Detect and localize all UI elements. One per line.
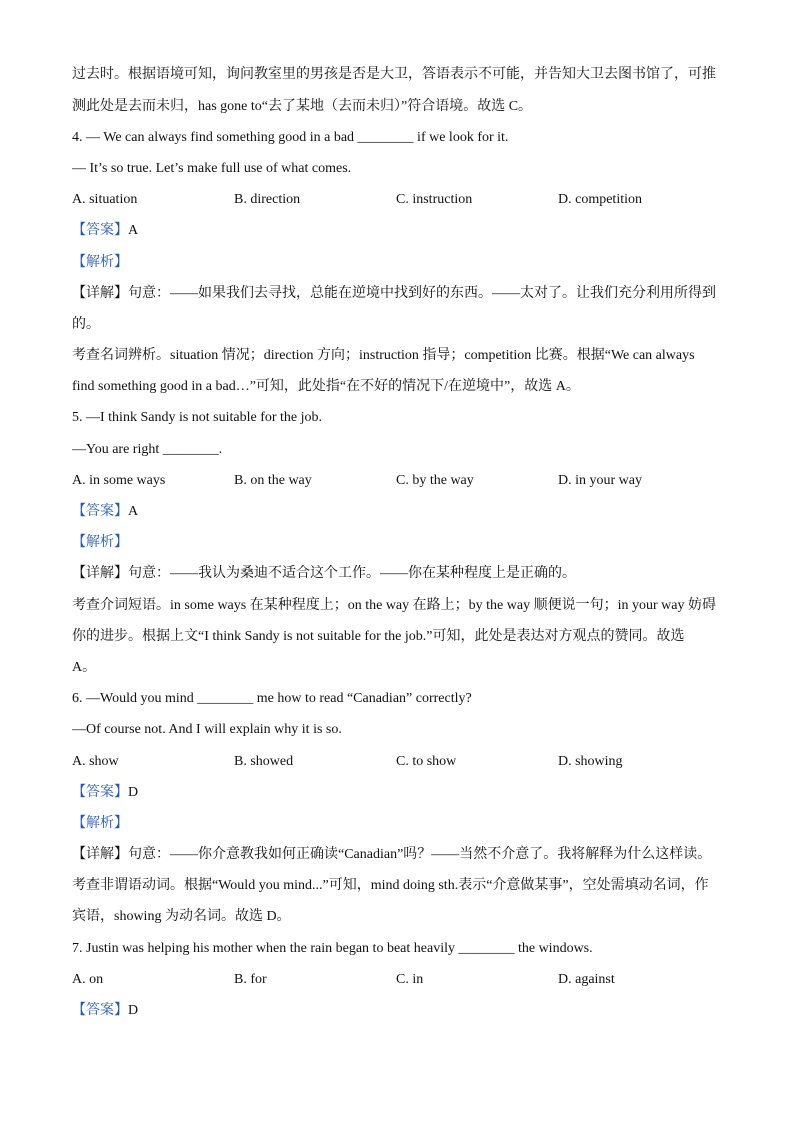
question-stem: —You are right ________. xyxy=(72,441,223,457)
question-stem: 5. —I think Sandy is not suitable for the job. xyxy=(72,410,323,426)
answer-line xyxy=(72,215,722,246)
option-c: C. instruction xyxy=(396,192,473,208)
option-c: C. in xyxy=(396,971,424,987)
answer-value: A xyxy=(128,223,139,239)
options-row xyxy=(72,465,722,496)
detail-line: 你的进步。根据上文“I think Sandy is not suitable for the job.”可知，此处是表达对方观点的赞同。故选 xyxy=(72,628,685,644)
detail-line: 宾语，showing 为动名词。故选 D。 xyxy=(72,909,291,925)
option-b: B. for xyxy=(234,971,267,987)
option-c: C. by the way xyxy=(396,472,474,488)
detail-label: 【详解】 xyxy=(72,285,128,301)
detail-line: 考查非谓语动词。根据“Would you mind...”可知，mind doing sth.表示“介意做某事”，空处需填动名词，作 xyxy=(72,878,709,894)
detail-line: 考查名词辨析。situation 情况；direction 方向；instruction 指导；competition 比赛。根据“We can always xyxy=(72,348,695,364)
analysis-label: 【解析】 xyxy=(72,254,128,270)
options-row xyxy=(72,964,722,995)
option-a: A. in some ways xyxy=(72,472,166,488)
option-b: B. showed xyxy=(234,753,294,769)
answer-label: 【答案】 xyxy=(72,1003,128,1019)
option-b: B. direction xyxy=(234,192,301,208)
answer-value: D xyxy=(128,1003,139,1019)
question-stem: —Of course not. And I will explain why it is so. xyxy=(72,722,342,738)
analysis-label: 【解析】 xyxy=(72,535,128,551)
question-stem: 4. — We can always find something good in a bad ________ if we look for it. xyxy=(72,129,509,145)
answer-line xyxy=(72,777,722,808)
question-stem: — It’s so true. Let’s make full use of what comes. xyxy=(72,160,352,176)
option-a: A. on xyxy=(72,971,104,987)
detail-label: 【详解】 xyxy=(72,566,128,582)
detail-line: 考查介词短语。in some ways 在某种程度上；on the way 在路上；by the way 顺便说一句；in your way 妨碍 xyxy=(72,597,716,613)
question-4 xyxy=(72,122,794,403)
answer-line xyxy=(72,995,722,1026)
answer-label: 【答案】 xyxy=(72,784,128,800)
options-row xyxy=(72,184,722,215)
intro-line: 过去时。根据语境可知，询问教室里的男孩是否是大卫，答语表示不可能，并告知大卫去图书馆了，可推 xyxy=(72,67,716,83)
detail-line: 【详解】句意：——我认为桑迪不适合这个工作。——你在某种程度上是正确的。 xyxy=(72,566,576,582)
option-d: D. against xyxy=(558,971,615,987)
option-a: A. situation xyxy=(72,192,138,208)
question-stem: 6. —Would you mind ________ me how to read “Canadian” correctly? xyxy=(72,691,472,707)
analysis-heading xyxy=(72,527,722,558)
analysis-heading xyxy=(72,247,722,278)
analysis-label: 【解析】 xyxy=(72,815,128,831)
question-5 xyxy=(72,402,794,683)
detail-line: A。 xyxy=(72,659,97,675)
option-b: B. on the way xyxy=(234,472,312,488)
detail-line: find something good in a bad…”可知，此处指“在不好的情况下/在逆境中”，故选 A。 xyxy=(72,379,580,395)
answer-line xyxy=(72,496,722,527)
detail-line: 的。 xyxy=(72,316,100,332)
answer-value: A xyxy=(128,504,139,520)
answer-label: 【答案】 xyxy=(72,223,128,239)
intro-line: 测此处是去而未归，has gone to“去了某地（去而未归）”符合语境。故选 C。 xyxy=(72,98,533,114)
question-stem: 7. Justin was helping his mother when the rain began to beat heavily ________ the windows. xyxy=(72,940,593,956)
option-d: D. in your way xyxy=(558,472,642,488)
options-row xyxy=(72,746,722,777)
answer-label: 【答案】 xyxy=(72,504,128,520)
option-c: C. to show xyxy=(396,753,457,769)
option-d: D. showing xyxy=(558,753,623,769)
option-d: D. competition xyxy=(558,192,642,208)
answer-value: D xyxy=(128,784,139,800)
detail-line: 【详解】句意：——如果我们去寻找，总能在逆境中找到好的东西。——太对了。让我们充分利用所得到 xyxy=(72,285,716,301)
option-a: A. show xyxy=(72,753,119,769)
detail-label: 【详解】 xyxy=(72,847,128,863)
question-6 xyxy=(72,683,794,933)
question-7 xyxy=(72,933,794,1027)
detail-line: 【详解】句意：——你介意教我如何正确读“Canadian”吗？——当然不介意了。我将解释为什么这样读。 xyxy=(72,847,712,863)
analysis-heading xyxy=(72,808,722,839)
